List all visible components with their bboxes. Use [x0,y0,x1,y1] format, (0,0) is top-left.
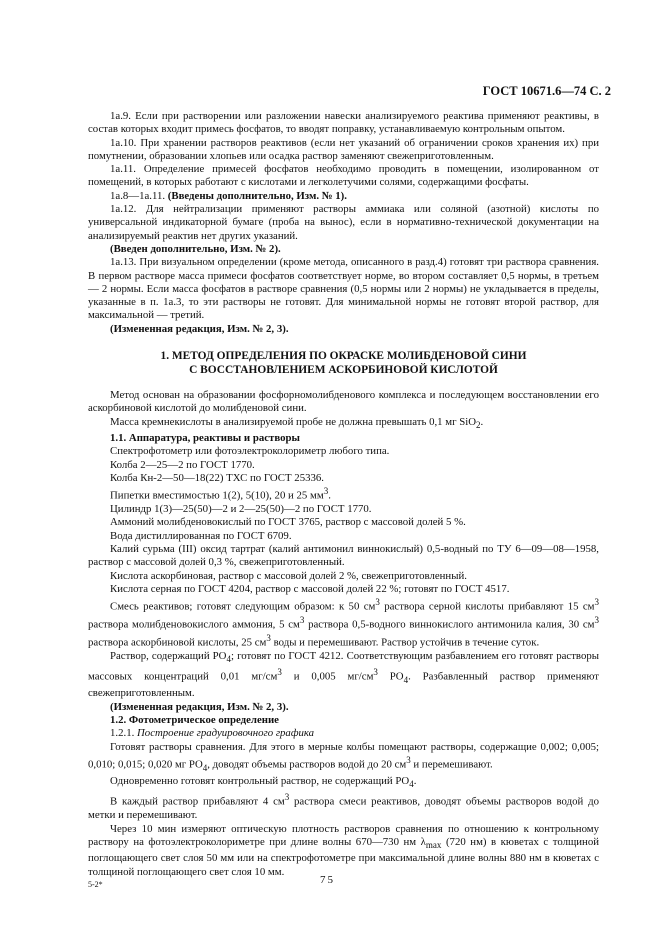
page-number: 75 [320,874,335,886]
mix-sup: 3 [299,615,305,626]
footer-mark: 5-2* [88,880,103,889]
mix-text: воды и перемешивают. Раствор устойчив в течение суток. [270,636,540,649]
amendment-note-1 [88,190,599,203]
po4-text: и 0,005 мг/см [281,670,374,683]
po4-sup: 3 [277,667,282,678]
standard-header: ГОСТ 10671.6—74 С. 2 [482,84,611,98]
mix-text: раствора молибденовокислого аммония, 5 см [88,618,300,631]
silica-end: . [480,415,484,428]
method-intro: Метод основан на образовании фосфорномолибденового комплекса и последующем восстановлении его аскорбиновой кислотой до молибденовой сини. [88,389,599,415]
po4-text: PO [377,670,404,683]
measurement-text [88,823,599,879]
equipment-item: Колба Кн-2—50—18(22) ТХС по ГОСТ 25336. [110,471,324,484]
reagent-antimony: Калий сурьма (III) оксид тартрат (калий антимонил виннокислый) 0,5-водный по ТУ 6—09—08—1958, раствор с массовой долей 0,3 %, свежеприготовленный. [88,543,599,569]
clause-1a10: 1а.10. При хранении растворов реактивов (если нет указаний об ограничении сроков хранения их) при помутнении, образовании хлопьев или осадка раствор заменяют свежеприготовленным. [88,136,599,162]
mix-sup: 3 [266,633,271,644]
mix-text: раствора 0,5-водного виннокислого антимонила калия, 30 см [304,618,595,631]
section-heading [88,349,599,377]
reagent-sulfuric: Кислота серная по ГОСТ 4204, раствор с массовой долей 22 %; готовят по ГОСТ 4517. [110,582,510,595]
equipment-item: Колба 2—25—2 по ГОСТ 1770. [110,458,255,471]
pipettes-sup: 3 [323,486,329,497]
calibration-text [88,741,599,775]
control-text: . [413,774,417,787]
equipment-item: Спектрофотометр или фотоэлектроколориметр любого типа. [110,445,390,458]
po4-text: Раствор, содержащий PO [110,649,227,662]
equipment-item: Цилиндр 1(3)—25(50)—2 и 2—25(50)—2 по ГОСТ 1770. [110,503,372,516]
silica-note [88,416,599,432]
add-mix-text: В каждый раствор прибавляют 4 см [110,796,285,808]
clause-1a12: 1а.12. Для нейтрализации применяют растворы аммиака или соляной (азотной) кислоты по универсальной индикаторной бумаге (проба на вынос), если в нормативно-технической документации на анализируемый реактив нет других указаний. [88,203,599,242]
measure-text: (720 нм) в кюветах с толщиной поглощающего свет слоя 50 мм или на спектрофотометре при максимальной длине волны 880 нм в кюветах с толщиной поглощающего свет слоя 10 мм. [88,835,600,878]
add-mix-sup: 3 [284,792,290,803]
section-heading-line-1: 1. МЕТОД ОПРЕДЕЛЕНИЯ ПО ОКРАСКЕ МОЛИБДЕНОВОЙ СИНИ [160,350,527,363]
calib-sub: 4 [202,762,208,773]
reagent-ascorbic: Кислота аскорбиновая, раствор с массовой долей 2 %, свежеприготовленный. [110,569,467,582]
amendment-prefix: 1а.8—1а.11. [110,189,168,202]
calib-sup: 3 [406,754,411,765]
clause-1a9: 1а.9. Если при растворении или разложении навески анализируемого реактива применяют реактивы, в состав которых входит примесь фосфатов, то вводят поправку, устанавливаемую контрольным опытом. [88,110,599,136]
control-sub: 4 [409,779,414,790]
calib-text: , доводят объемы растворов водой до 20 см [207,758,407,771]
amendment-note-4: (Измененная редакция, Изм. № 2, 3). [110,700,289,713]
equipment-item: Вода дистиллированная по ГОСТ 6709. [110,529,292,542]
calib-text: и перемешивают. [410,758,493,771]
subsection-1-1-title: 1.1. Аппаратура, реактивы и растворы [110,432,300,445]
calib-text: Готовят растворы сравнения. Для этого в мерные колбы помещают растворы, содержащие 0,002; 0,005; 0,010; 0,015; 0,020 мг PO [88,740,599,771]
subsection-title: Построение градуировочного графика [137,727,315,740]
mix-text: раствора серной кислоты прибавляют 15 см [379,600,595,613]
po4-text: . Разбавленный раствор применяют свежеприготовленным. [88,670,599,700]
pipettes-end: . [328,489,331,502]
control-text: Одновременно готовят контрольный раствор, не содержащий PO [110,774,410,787]
mix-sup: 3 [594,597,600,608]
po4-sup: 3 [373,667,378,678]
mix-text: Смесь реактивов; готовят следующим образом: к 50 см [110,600,376,613]
equipment-pipettes [88,485,599,503]
equipment-item: Аммоний молибденовокислый по ГОСТ 3765, раствор с массовой долей 5 %. [110,516,466,529]
pipettes-text: Пипетки вместимостью 1(2), 5(10), 20 и 25 мм [110,489,324,502]
mix-text: раствора аскорбиновой кислоты, 25 см [88,636,267,649]
control-solution-text [88,775,599,791]
clause-1a13: 1а.13. При визуальном определении (кроме метода, описанного в разд.4) готовят три раствора сравнения. В первом растворе масса примеси фосфатов соответствует норме, во втором составляет 0,5 нормы, в третьем — 2 нормы. Если масса фосфатов в растворе сравнения (0,5 нормы или 2 нормы) не укладывается в пределы, указанные в п. 1а.3, то эти растворы не готовят. Для минимальной нормы не готовят второй раствор, для максимальной — третий. [88,256,599,322]
amendment-text: (Введены дополнительно, Изм. № 1). [167,189,347,202]
document-body [88,110,599,879]
reagent-mixture [88,596,599,650]
po4-sub: 4 [226,654,231,665]
subsection-1-2-title: 1.2. Фотометрическое определение [110,714,279,727]
subsection-1-2-1-title [88,727,599,740]
add-mix-text: раствора смеси реактивов, доводят объемы растворов водой до метки и перемешивают. [88,796,599,822]
reagent-phosphate-solution [88,650,599,701]
section-heading-line-2: С ВОССТАНОВЛЕНИЕМ АСКОРБИНОВОЙ КИСЛОТОЙ [189,364,498,377]
measure-text: Через 10 мин измеряют оптическую плотность растворов сравнения по отношению к контрольному раствору на фотоэлектроколориметре при длине волны 670—730 нм λ [88,822,599,848]
po4-sub: 4 [403,675,409,686]
add-mixture-text [88,791,599,822]
silica-text: Масса кремнекислоты в анализируемой пробе не должна превышать 0,1 мг SiO [110,415,477,428]
subsection-number: 1.2.1. [110,727,137,740]
amendment-note-3: (Измененная редакция, Изм. № 2, 3). [110,322,289,335]
mix-sup: 3 [375,597,380,608]
measure-sub: max [425,840,442,851]
mix-sup: 3 [594,615,599,626]
po4-text: ; готовят по ГОСТ 4212. Соответствующим разбавлением его готовят растворы массовых концентраций 0,01 мг/см [88,649,599,683]
clause-1a11: 1а.11. Определение примесей фосфатов необходимо проводить в помещении, изолированном от помещений, в которых работают с кислотами и легколетучими солями, содержащими фосфаты. [88,163,599,189]
silica-sub: 2 [476,419,481,430]
amendment-note-2: (Введен дополнительно, Изм. № 2). [110,242,281,255]
